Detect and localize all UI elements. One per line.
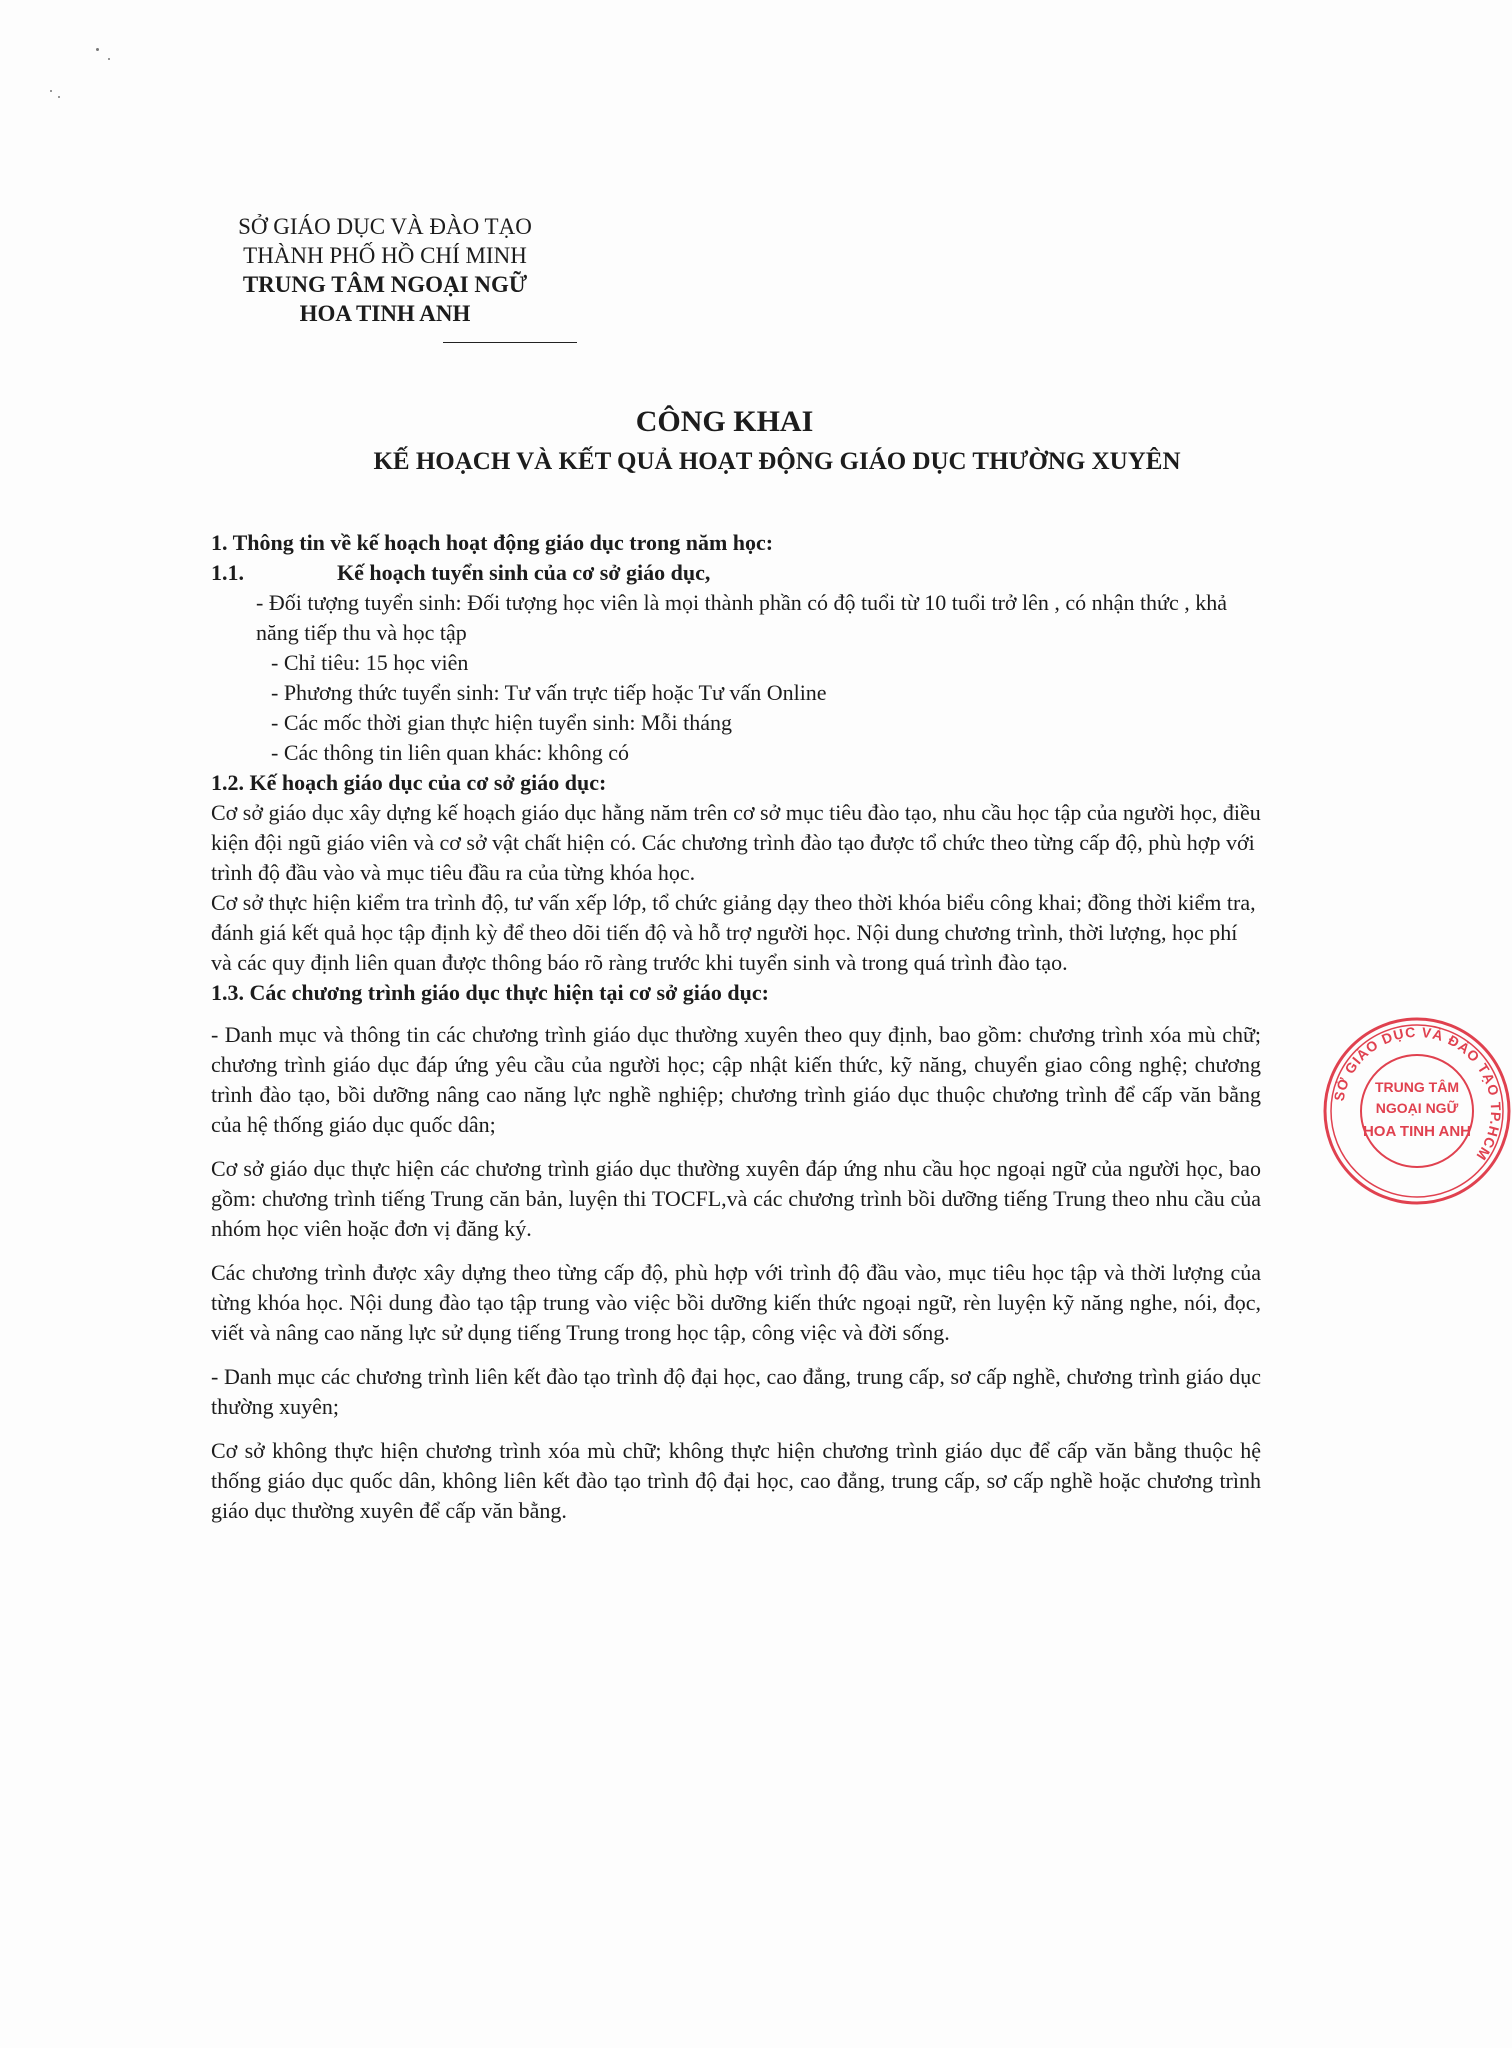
section-1-2-paragraph: Cơ sở thực hiện kiểm tra trình độ, tư vấn xếp lớp, tổ chức giảng dạy theo thời khóa biểu công khai; đồng thời kiểm tra, đánh giá kết quả học tập định kỳ để theo dõi tiến độ và hỗ trợ người học. Nội dung chương trình, thời lượng, học phí và các quy định liên quan được thông báo rõ ràng trước khi tuyển sinh và trong quá trình đào tạo. [211,890,1256,975]
document-body [211,528,1261,1526]
enrollment-method: - Phương thức tuyển sinh: Tư vấn trực tiếp hoặc Tư vấn Online [271,680,827,705]
section-1-2-paragraph: Cơ sở giáo dục xây dựng kế hoạch giáo dục hằng năm trên cơ sở mục tiêu đào tạo, nhu cầu học tập của người học, điều kiện đội ngũ giáo viên và cơ sở vật chất hiện có. Các chương trình đào tạo được tổ chức theo từng cấp độ, phù hợp với trình độ đầu vào và mục tiêu đầu ra của từng khóa học. [211,800,1261,885]
document-title: CÔNG KHAI [635,405,814,438]
official-seal [1322,1016,1512,1206]
issuer-line-city: THÀNH PHỐ HỒ CHÍ MINH [243,243,527,268]
seal-ring-text: SỞ GIÁO DỤC VÀ ĐÀO TẠO TP.HCM [1330,1023,1505,1164]
section-1-3-paragraph: Cơ sở không thực hiện chương trình xóa mù chữ; không thực hiện chương trình giáo dục để cấp văn bằng thuộc hệ thống giáo dục quốc dân, không liên kết đào tạo trình độ đại học, cao đẳng, trung cấp, sơ cấp nghề hoặc chương trình giáo dục thường xuyên để cấp văn bằng. [211,1438,1261,1523]
section-1-1-title: Kế hoạch tuyển sinh của cơ sở giáo dục, [337,560,711,585]
section-1-3-paragraph: Các chương trình được xây dựng theo từng cấp độ, phù hợp với trình độ đầu vào, mục tiêu học tập và thời lượng của từng khóa học. Nội dung đào tạo tập trung vào việc bồi dưỡng kiến thức ngoại ngữ, rèn luyện kỹ năng nghe, nói, đọc, viết và nâng cao năng lực sử dụng tiếng Trung trong học tập, công việc và đời sống. [211,1260,1261,1345]
section-1-3-paragraph: Cơ sở giáo dục thực hiện các chương trình giáo dục thường xuyên đáp ứng nhu cầu học ngoại ngữ của người học, bao gồm: chương trình tiếng Trung căn bản, luyện thi TOCFL,và các chương trình bồi dưỡng tiếng Trung theo nhu cầu của nhóm học viên hoặc đơn vị đăng ký. [211,1156,1261,1241]
enrollment-quota: - Chỉ tiêu: 15 học viên [271,650,469,675]
scan-speck [50,90,52,92]
section-1-1-heading [211,558,1261,588]
section-1-3-paragraph: - Danh mục và thông tin các chương trình giáo dục thường xuyên theo quy định, bao gồm: chương trình xóa mù chữ; chương trình giáo dục đáp ứng yêu cầu của người học; cập nhật kiến thức, kỹ năng, chuyển giao công nghệ; chương trình đào tạo, bồi dưỡng nâng cao năng lực nghề nghiệp; chương trình giáo dục thuộc chương trình để cấp văn bằng của hệ thống giáo dục quốc dân; [211,1022,1261,1137]
issuer-line-name: HOA TINH ANH [299,301,471,326]
issuer-line-center: TRUNG TÂM NGOẠI NGỮ [242,272,528,297]
section-1-heading: 1. Thông tin về kế hoạch hoạt động giáo dục trong năm học: [211,530,774,555]
seal-center-line-2: NGOẠI NGỮ [1375,1100,1459,1116]
section-1-1-number: 1.1. [211,560,244,585]
enrollment-schedule: - Các mốc thời gian thực hiện tuyển sinh: Mỗi tháng [271,710,733,735]
section-1-3-heading: 1.3. Các chương trình giáo dục thực hiện tại cơ sở giáo dục: [211,980,769,1005]
header-underline [443,342,577,343]
issuer-header [195,212,575,328]
section-1-3-paragraph: - Danh mục các chương trình liên kết đào tạo trình độ đại học, cao đẳng, trung cấp, sơ cấp nghề, chương trình giáo dục thường xuyên; [211,1364,1261,1419]
enrollment-other-info: - Các thông tin liên quan khác: không có [271,740,630,765]
scan-speck [58,96,60,98]
scan-speck [96,48,99,51]
enrollment-target: - Đối tượng tuyển sinh: Đối tượng học viên là mọi thành phần có độ tuổi từ 10 tuổi trở lên , có nhận thức , khả năng tiếp thu và học tập [256,590,1228,645]
issuer-line-department: SỞ GIÁO DỤC VÀ ĐÀO TẠO [238,214,532,239]
section-1-2-heading: 1.2. Kế hoạch giáo dục của cơ sở giáo dục: [211,770,607,795]
scan-speck [108,58,110,60]
seal-center-line-3: HOA TINH ANH [1362,1123,1472,1140]
seal-center-line-1: TRUNG TÂM [1375,1079,1459,1095]
document-subtitle: KẾ HOẠCH VÀ KẾT QUẢ HOẠT ĐỘNG GIÁO DỤC THƯỜNG XUYÊN [373,448,1181,475]
